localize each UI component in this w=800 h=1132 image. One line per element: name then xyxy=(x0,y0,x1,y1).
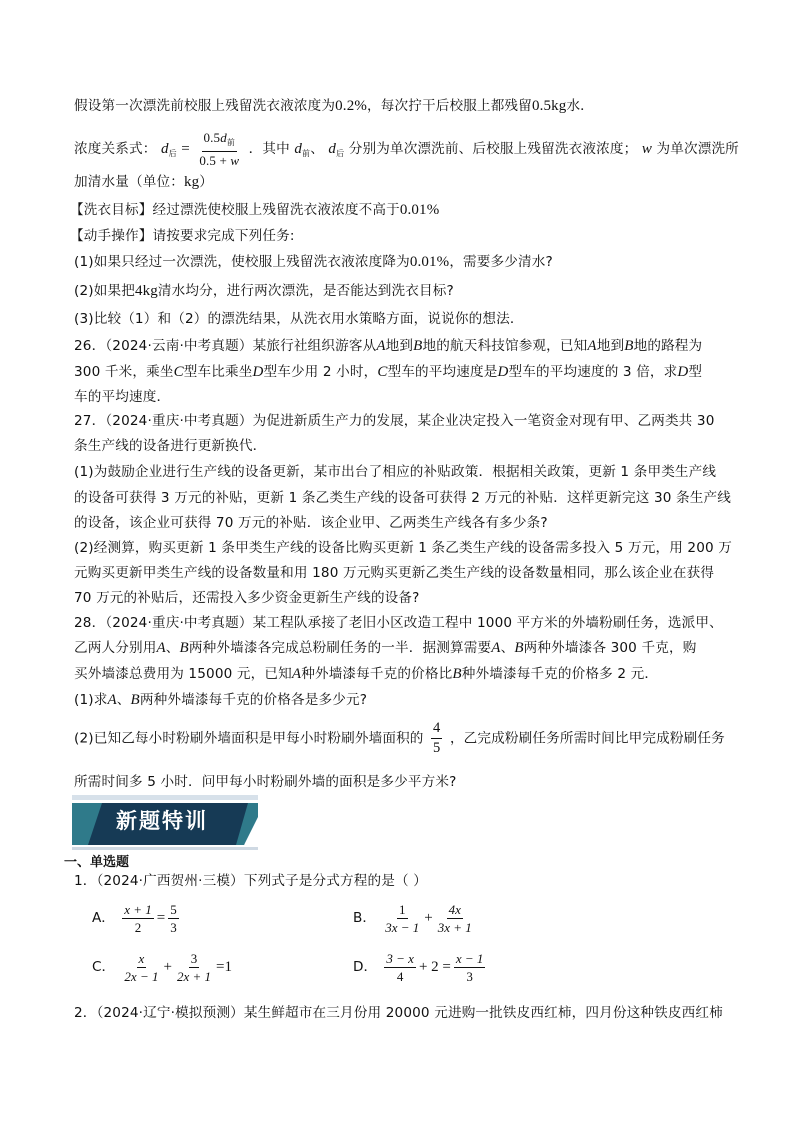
numerator: x + 1 xyxy=(124,901,152,917)
text-line xyxy=(74,281,454,301)
text: (2)已知乙每小时粉刷外墙面积是甲每小时粉刷外墙面积的 xyxy=(74,730,424,747)
math-var: A xyxy=(107,692,117,708)
option-fraction xyxy=(122,902,154,935)
text: (2)如果把 xyxy=(74,283,135,299)
math-op: + 2 = xyxy=(418,959,451,975)
math-var: C xyxy=(377,364,388,380)
text: 地到 xyxy=(596,338,625,354)
question-28-line xyxy=(74,613,723,633)
text: 买外墙漆总费用为 15000 元，已知 xyxy=(74,666,292,682)
text: 26．（2024·云南·中考真题）某旅行社组织游客从 xyxy=(74,338,377,354)
math-var: B xyxy=(624,338,634,354)
unit: kg xyxy=(183,174,200,190)
text: 条生产线的设备进行更新换代． xyxy=(74,438,267,454)
text: 27．（2024·重庆·中考真题）为促进新质生产力的发展，某企业决定投入一笔资金对现有甲、乙两类共 30 xyxy=(74,413,715,429)
text: (1)如果只经过一次漂洗，使校服上残留洗衣液浓度降为 xyxy=(74,254,410,270)
denominator: 2x − 1 xyxy=(124,968,159,984)
option-label: D． xyxy=(353,959,378,975)
text: 型车的平均速度的 3 倍，求 xyxy=(508,364,678,380)
text: 的设备，该企业可获得 70 万元的补贴．该企业甲、乙两类生产线各有多少条? xyxy=(74,515,548,531)
text-line xyxy=(74,172,213,192)
denominator: 0.5 + xyxy=(199,153,231,168)
option-fraction xyxy=(122,951,160,984)
text: 加清水量（单位： xyxy=(74,174,184,190)
question-2-stem xyxy=(74,1003,723,1023)
numerator: 3 xyxy=(190,950,198,966)
text: ．其中 xyxy=(248,141,290,157)
option-fraction xyxy=(436,902,474,935)
math-var: B xyxy=(514,640,524,656)
math-var: w xyxy=(230,153,240,168)
text: (1)为鼓励企业进行生产线的设备更新，某市出台了相应的补贴政策．根据相关政策，更新 1 条甲类生产线 xyxy=(74,464,717,480)
question-27-line xyxy=(74,538,732,558)
text: ，需要多少清水? xyxy=(449,254,553,270)
text: (1)求 xyxy=(74,692,108,708)
math-var: B xyxy=(179,640,189,656)
math-var: A xyxy=(491,640,501,656)
math-op: + xyxy=(163,959,172,975)
text: 分别为单次漂洗前、后校服上残留洗衣液浓度； xyxy=(348,141,638,157)
math-var: A xyxy=(376,338,386,354)
question-28-line xyxy=(74,772,456,792)
math-var: B xyxy=(452,666,462,682)
math-op: =1 xyxy=(215,959,232,975)
text: ，每次拧干后校服上都残留 xyxy=(367,98,532,114)
text: 型车少用 2 小时， xyxy=(263,364,378,380)
numerator: 0.5 xyxy=(203,130,221,145)
option-label: C． xyxy=(92,959,116,975)
banner-title: 新题特训 xyxy=(116,809,208,833)
text: 种外墙漆每千克的价格多 2 元． xyxy=(461,666,659,682)
math-var: A xyxy=(291,666,302,682)
question-27-line xyxy=(74,462,716,482)
option-a[interactable] xyxy=(92,898,182,938)
text: 型 xyxy=(688,364,703,380)
math-value: 0.5kg xyxy=(531,98,567,114)
question-27-line xyxy=(74,411,715,431)
option-fraction xyxy=(383,902,421,935)
question-27-line xyxy=(74,436,266,456)
math-value: 0.01% xyxy=(409,254,450,270)
text: ，乙完成粉刷任务所需时间比甲完成粉刷任务 xyxy=(449,730,725,747)
text: 为单次漂洗所 xyxy=(656,141,739,157)
math-op: + xyxy=(424,910,433,926)
text: 300 千米，乘坐 xyxy=(74,364,174,380)
math-var: B xyxy=(130,692,140,708)
option-fraction xyxy=(168,902,179,935)
section-banner xyxy=(72,795,258,851)
text: 所需时间多 5 小时．问甲每小时粉刷外墙的面积是多少平方米? xyxy=(74,774,457,790)
math-value: 4kg xyxy=(134,283,158,299)
question-28-line xyxy=(74,664,658,684)
text-line xyxy=(74,309,524,329)
text: 两种外墙漆各完成总粉刷任务的一半．据测算需要 xyxy=(188,640,492,656)
numerator: 4 xyxy=(431,720,442,739)
question-26-line xyxy=(74,336,702,356)
text: 、 xyxy=(165,640,180,656)
math-var: C xyxy=(173,364,184,380)
math-var: d xyxy=(160,141,169,157)
text: 种外墙漆每千克的价格比 xyxy=(301,666,453,682)
subscript: 前 xyxy=(226,138,236,147)
text: 地的航天科技馆参观，已知 xyxy=(422,338,588,354)
text: 车的平均速度． xyxy=(74,389,171,405)
text-line xyxy=(70,226,295,246)
math-var: d xyxy=(220,130,227,145)
numerator: 1 xyxy=(399,901,406,917)
math-value: 0.01% xyxy=(399,202,440,218)
math-op: = xyxy=(156,910,166,926)
text: 、 xyxy=(310,141,324,157)
text: 地到 xyxy=(385,338,414,354)
option-fraction xyxy=(384,951,416,984)
text: 、 xyxy=(116,692,131,708)
subscript: 后 xyxy=(168,149,177,158)
text: 浓度关系式： xyxy=(74,141,157,157)
option-fraction xyxy=(175,951,213,984)
question-27-line xyxy=(74,588,420,608)
concentration-fraction xyxy=(197,130,241,168)
text: 28．（2024·重庆·中考真题）某工程队承接了老旧小区改造工程中 1000 平方米的外墙粉刷任务，选派甲、 xyxy=(74,615,723,631)
question-26-line xyxy=(74,362,702,382)
math-var: d xyxy=(328,141,337,157)
text: 型车比乘坐 xyxy=(183,364,253,380)
math-value: 0.2% xyxy=(335,98,367,114)
question-28-line xyxy=(74,690,367,710)
text-line xyxy=(74,252,553,272)
question-28-line xyxy=(74,720,725,757)
text: 70 万元的补贴后，还需投入多少资金更新生产线的设备? xyxy=(74,590,420,606)
text: 乙两人分别用 xyxy=(74,640,157,656)
denominator: 3 xyxy=(466,968,473,984)
question-27-line xyxy=(74,513,548,533)
math-var: w xyxy=(641,141,652,157)
option-label: A． xyxy=(92,910,115,926)
denominator: 2 xyxy=(134,919,142,935)
text: 2．（2024·辽宁·模拟预测）某生鲜超市在三月份用 20000 元进购一批铁皮西红柿，四月份这种铁皮西红柿 xyxy=(74,1005,723,1021)
text: 地的路程为 xyxy=(633,338,703,354)
formula-line xyxy=(74,130,739,170)
four-fifths-fraction xyxy=(431,720,442,757)
text: 的设备可获得 3 万元的补贴，更新 1 条乙类生产线的设备可获得 2 万元的补贴．这样更新完这 30 条生产线 xyxy=(74,490,731,506)
math-var: D xyxy=(252,364,264,380)
numerator: 4x xyxy=(448,901,461,917)
numerator: x − 1 xyxy=(455,950,484,966)
math-op: = xyxy=(181,141,190,157)
denominator: 4 xyxy=(396,968,404,984)
math-var: A xyxy=(587,338,597,354)
question-26-line xyxy=(74,387,170,407)
numerator: 3 − x xyxy=(386,950,414,966)
text: 【洗衣目标】经过漂洗使校服上残留洗衣液浓度不高于 xyxy=(70,202,400,218)
math-var: B xyxy=(413,338,423,354)
math-var: d xyxy=(294,141,303,157)
text: 、 xyxy=(500,640,515,656)
text: (3)比较（1）和（2）的漂洗结果，从洗衣用水策略方面，说说你的想法． xyxy=(74,311,524,327)
denominator: 3 xyxy=(170,919,177,935)
denominator: 5 xyxy=(433,740,441,756)
numerator: x xyxy=(138,950,145,966)
math-var: A xyxy=(156,640,166,656)
text: 两种外墙漆每千克的价格各是多少元? xyxy=(139,692,368,708)
question-27-line xyxy=(74,488,731,508)
numerator: 5 xyxy=(170,901,177,917)
text: 假设第一次漂洗前校服上残留洗衣液浓度为 xyxy=(74,98,336,114)
denominator: 2x + 1 xyxy=(176,968,211,984)
text: ） xyxy=(199,174,214,190)
question-1-stem xyxy=(74,871,427,891)
question-28-line xyxy=(74,638,696,658)
text: 【动手操作】请按要求完成下列任务: xyxy=(70,228,295,244)
option-fraction xyxy=(454,951,486,984)
text-line xyxy=(70,200,439,220)
option-c[interactable] xyxy=(92,947,232,987)
text: 水． xyxy=(566,98,594,114)
text: 清水均分，进行两次漂洗，是否能达到洗衣目标? xyxy=(157,283,454,299)
math-var: D xyxy=(677,364,689,380)
text: 元购买更新甲类生产线的设备数量和用 180 万元购买更新乙类生产线的设备数量相同，那么该企业在获得 xyxy=(74,565,715,581)
option-label: B． xyxy=(353,910,376,926)
text: (2)经测算，购买更新 1 条甲类生产线的设备比购买更新 1 条乙类生产线的设备需多投入 5 万元，用 200 万 xyxy=(74,540,733,556)
math-var: D xyxy=(497,364,509,380)
subscript: 前 xyxy=(302,149,311,158)
text: 两种外墙漆各 300 千克，购 xyxy=(523,640,697,656)
option-b[interactable] xyxy=(353,898,477,938)
text: 1．（2024·广西贺州·三模）下列式子是分式方程的是（ ） xyxy=(74,873,427,889)
subscript: 后 xyxy=(336,149,345,158)
question-27-line xyxy=(74,563,714,583)
text: 型车的平均速度是 xyxy=(387,364,498,380)
option-d[interactable] xyxy=(353,947,488,987)
text-line xyxy=(74,96,594,116)
denominator: 3x − 1 xyxy=(385,919,420,935)
section-title: 一、单选题 xyxy=(64,855,130,870)
denominator: 3x + 1 xyxy=(437,919,472,935)
